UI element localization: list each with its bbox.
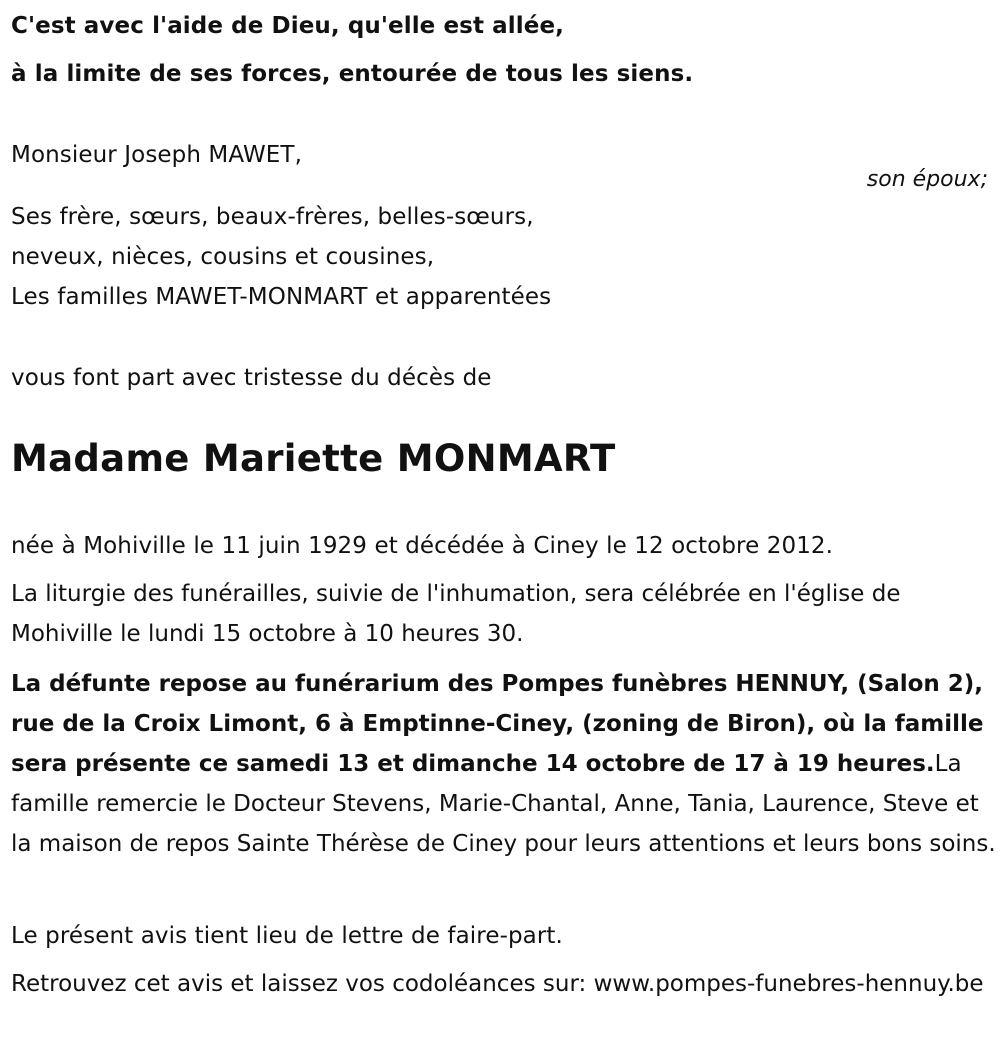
birth-death-dates: née à Mohiville le 11 juin 1929 et décédée à Ciney le 12 octobre 2012. bbox=[11, 533, 834, 559]
intro-line-1: C'est avec l'aide de Dieu, qu'elle est allée, bbox=[11, 13, 564, 39]
family-line-2: neveux, nièces, cousins et cousines, bbox=[11, 244, 435, 270]
spouse-name: Monsieur Joseph MAWET, bbox=[11, 142, 302, 168]
announcement: vous font part avec tristesse du décès de bbox=[11, 365, 492, 391]
deceased-name: Madame Mariette MONMART bbox=[11, 437, 616, 480]
family-line-3: Les familles MAWET-MONMART et apparentées bbox=[11, 284, 552, 310]
thanks-text: La famille remercie le Docteur Stevens, Marie-Chantal, Anne, Tania, Laurence, Steve et la maison de repos Sainte Thérèse de Ciney pour leurs attentions et leurs bons soins. bbox=[11, 751, 996, 857]
liturgy-paragraph: La liturgie des funérailles, suivie de l'inhumation, sera célébrée en l'église de Mohiville le lundi 15 octobre à 10 heures 30. bbox=[11, 581, 901, 647]
family-line-1: Ses frère, sœurs, beaux-frères, belles-sœurs, bbox=[11, 204, 534, 230]
intro-line-2: à la limite de ses forces, entourée de tous les siens. bbox=[11, 61, 694, 87]
visitation-paragraph bbox=[11, 664, 996, 864]
notice-text: Le présent avis tient lieu de lettre de faire-part. bbox=[11, 923, 563, 949]
visitation-details: La défunte repose au funérarium des Pompes funèbres HENNUY, (Salon 2), rue de la Croix Limont, 6 à Emptinne-Ciney, (zoning de Biron), où la famille sera présente ce samedi 13 et dimanche 14 octobre de 17 à 19 heures. bbox=[11, 671, 984, 777]
website-text: Retrouvez cet avis et laissez vos codoléances sur: www.pompes-funebres-hennuy.be bbox=[11, 971, 984, 997]
spouse-relation: son époux; bbox=[866, 167, 988, 192]
